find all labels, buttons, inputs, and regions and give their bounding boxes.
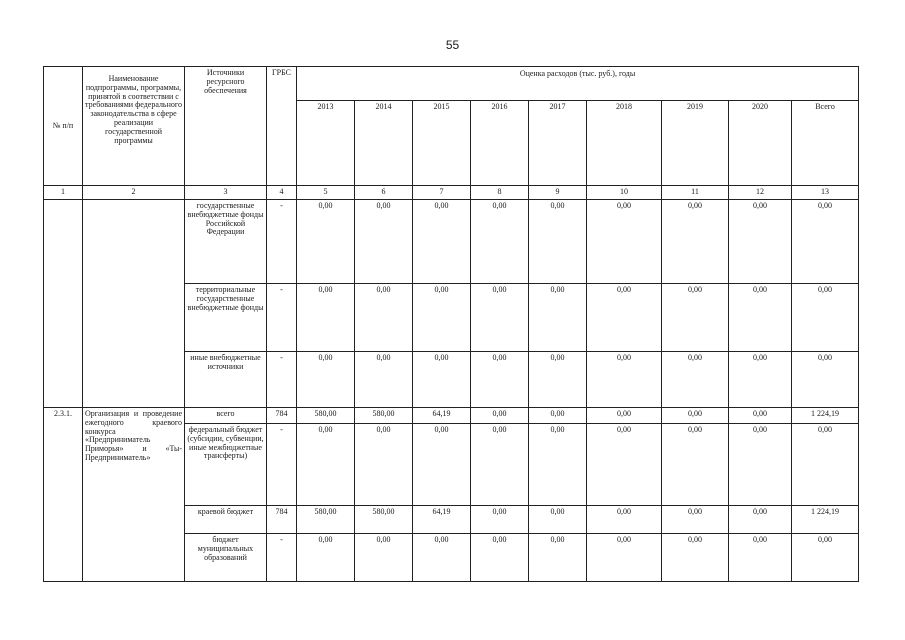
row-source: краевой бюджет [185,506,267,534]
row-value: 0,00 [297,284,355,352]
row-value: 0,00 [792,284,859,352]
column-number: 5 [297,186,355,200]
row-value: 0,00 [529,424,587,506]
row-value: 0,00 [471,352,529,408]
row-value: 0,00 [792,200,859,284]
row-value: 64,19 [413,506,471,534]
row-value: 0,00 [413,200,471,284]
row-value: 0,00 [587,424,662,506]
header-year: 2017 [529,101,587,186]
header-year: 2015 [413,101,471,186]
column-number: 2 [83,186,185,200]
row-value: 0,00 [587,200,662,284]
page-number: 55 [445,38,460,52]
row-value: 0,00 [297,200,355,284]
row-value: 0,00 [297,352,355,408]
header-row-top [44,67,859,101]
row-name: Организация и проведение ежегодного краевого конкурса «Предприниматель Приморья» и «Ты-Предприниматель» [83,408,185,582]
row-value: 0,00 [587,284,662,352]
row-value: 0,00 [729,424,792,506]
row-source: бюджет муниципальных образований [185,534,267,582]
header-col-num: № п/п [44,67,83,186]
row-value: 580,00 [297,506,355,534]
row-number: 2.3.1. [44,408,83,582]
header-year: 2013 [297,101,355,186]
row-value: 0,00 [662,200,729,284]
row-value: 64,19 [413,408,471,424]
row-source: государственные внебюджетные фонды Российской Федерации [185,200,267,284]
row-value: 0,00 [471,200,529,284]
column-number: 10 [587,186,662,200]
row-value: 0,00 [662,408,729,424]
row-value: 0,00 [529,352,587,408]
header-col-estimate: Оценка расходов (тыс. руб.), годы [297,67,859,101]
column-number: 7 [413,186,471,200]
row-value: 1 224,19 [792,506,859,534]
column-number: 12 [729,186,792,200]
column-number: 9 [529,186,587,200]
column-number: 3 [185,186,267,200]
row-value: 0,00 [471,284,529,352]
header-year: 2014 [355,101,413,186]
row-source: федеральный бюджет (субсидии, субвенции, иные межбюджетные трансферты) [185,424,267,506]
column-number: 6 [355,186,413,200]
row-value: 0,00 [587,408,662,424]
row-grbs: - [267,284,297,352]
row-value: 0,00 [587,352,662,408]
row-value: 0,00 [729,352,792,408]
row-source: всего [185,408,267,424]
header-year: 2018 [587,101,662,186]
column-number: 8 [471,186,529,200]
row-value: 0,00 [662,506,729,534]
row-value: 0,00 [529,200,587,284]
row-value: 0,00 [729,408,792,424]
header-year: 2019 [662,101,729,186]
row-value: 0,00 [587,506,662,534]
row-value: 0,00 [792,534,859,582]
column-number-row [44,186,859,200]
header-col-sources: Источники ресурсного обеспечения [185,67,267,186]
row-value: 0,00 [413,534,471,582]
row-value: 0,00 [662,534,729,582]
header-col-grbs: ГРБС [267,67,297,186]
column-number: 1 [44,186,83,200]
row-grbs: - [267,352,297,408]
column-number: 13 [792,186,859,200]
row-grbs: - [267,534,297,582]
row-value: 0,00 [587,534,662,582]
table-row [44,200,859,284]
row-grbs: 784 [267,506,297,534]
row-value: 0,00 [529,408,587,424]
row-value: 0,00 [729,284,792,352]
header-year: 2020 [729,101,792,186]
row-value: 0,00 [413,352,471,408]
row-value: 580,00 [355,408,413,424]
row-value: 0,00 [792,424,859,506]
row-name [83,200,185,408]
row-value: 0,00 [729,534,792,582]
row-value: 0,00 [297,534,355,582]
row-value: 0,00 [413,424,471,506]
row-source: иные внебюджетные источники [185,352,267,408]
row-value: 0,00 [355,200,413,284]
row-value: 0,00 [662,284,729,352]
table-row [44,408,859,424]
row-value: 0,00 [355,424,413,506]
row-value: 0,00 [662,424,729,506]
row-value: 0,00 [297,424,355,506]
row-value: 1 224,19 [792,408,859,424]
row-value: 0,00 [792,352,859,408]
row-value: 0,00 [471,424,529,506]
column-number: 11 [662,186,729,200]
header-col-name: Наименование подпрограммы, программы, принятой в соответствии с требованиями федерального законодательства в сфере реализации государственной программы [83,67,185,186]
row-value: 0,00 [529,506,587,534]
row-value: 0,00 [729,200,792,284]
row-value: 0,00 [355,284,413,352]
row-value: 580,00 [297,408,355,424]
row-value: 0,00 [729,506,792,534]
column-number: 4 [267,186,297,200]
row-value: 0,00 [471,506,529,534]
row-grbs: - [267,200,297,284]
header-total: Всего [792,101,859,186]
row-grbs: - [267,424,297,506]
expense-table [43,66,859,582]
row-source: территориальные государственные внебюджетные фонды [185,284,267,352]
row-number [44,200,83,408]
header-year: 2016 [471,101,529,186]
row-value: 0,00 [471,408,529,424]
row-value: 0,00 [662,352,729,408]
row-value: 0,00 [355,534,413,582]
row-value: 0,00 [413,284,471,352]
row-value: 0,00 [355,352,413,408]
row-value: 580,00 [355,506,413,534]
row-value: 0,00 [529,534,587,582]
row-grbs: 784 [267,408,297,424]
row-value: 0,00 [529,284,587,352]
row-value: 0,00 [471,534,529,582]
